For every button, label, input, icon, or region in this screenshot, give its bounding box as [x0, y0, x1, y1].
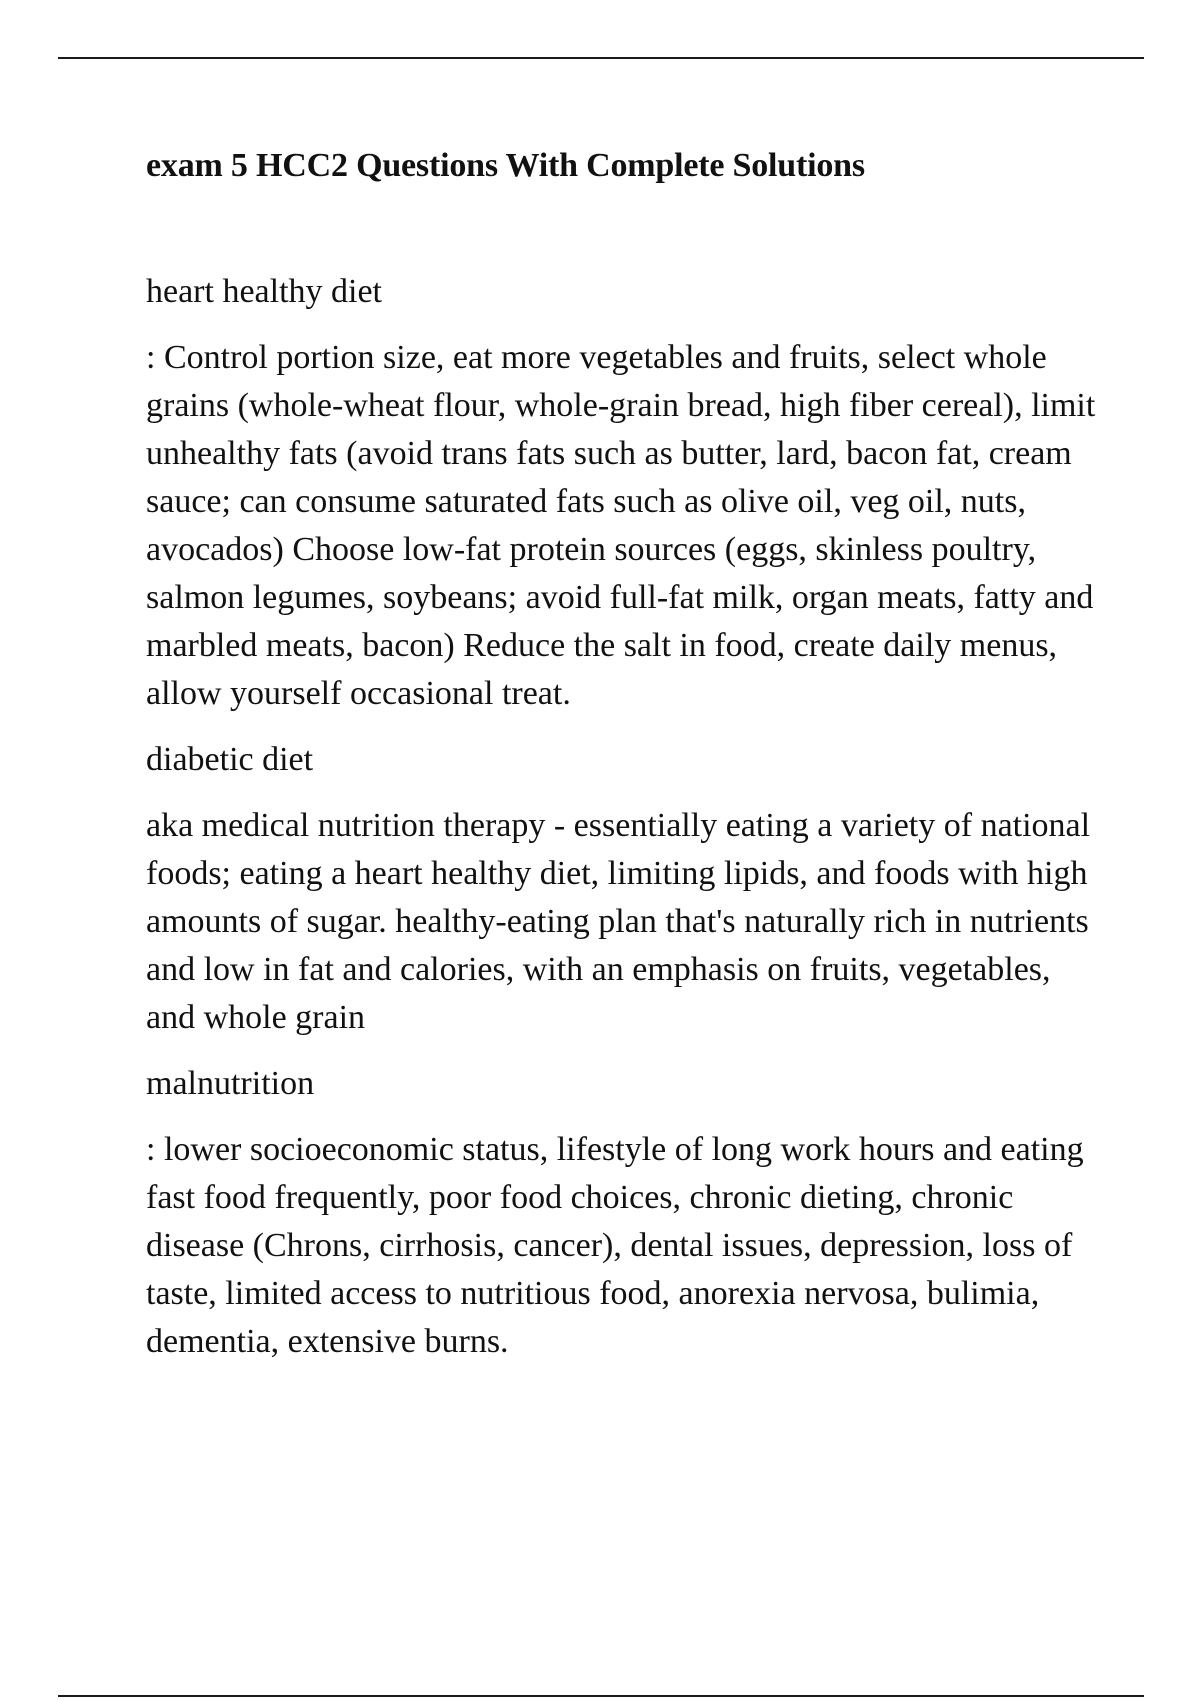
top-divider	[58, 57, 1144, 59]
qa-item-malnutrition	[146, 1060, 1106, 1366]
qa-item-diabetic-diet	[146, 736, 1106, 1042]
term-malnutrition: malnutrition	[146, 1065, 315, 1102]
document-title: exam 5 HCC2 Questions With Complete Solutions	[146, 147, 865, 184]
document-page	[146, 140, 1106, 1384]
definition-diabetic-diet: aka medical nutrition therapy - essentially eating a variety of national foods; eating a heart healthy diet, limiting lipids, and foods with high amounts of sugar. healthy-eating plan that's naturally rich in nutrients and low in fat and calories, with an emphasis on fruits, vegetables, and whole grain	[146, 807, 1091, 1036]
term-heart-healthy-diet: heart healthy diet	[146, 273, 383, 310]
bottom-divider	[58, 1695, 1144, 1697]
term-diabetic-diet: diabetic diet	[146, 741, 314, 778]
definition-malnutrition: : lower socioeconomic status, lifestyle of long work hours and eating fast food frequently, poor food choices, chronic dieting, chronic disease (Chrons, cirrhosis, cancer), dental issues, depression, loss of taste, limited access to nutritious food, anorexia nervosa, bulimia, dementia, extensive burns.	[146, 1131, 1084, 1360]
qa-item-heart-healthy-diet	[146, 268, 1106, 718]
definition-heart-healthy-diet: : Control portion size, eat more vegetables and fruits, select whole grains (whole-wheat flour, whole-grain bread, high fiber cereal), limit unhealthy fats (avoid trans fats such as butter, lard, bacon fat, cream sauce; can consume saturated fats such as olive oil, veg oil, nuts, avocados) Choose low-fat protein sources (eggs, skinless poultry, salmon legumes, soybeans; avoid full-fat milk, organ meats, fatty and marbled meats, bacon) Reduce the salt in food, create daily menus, allow yourself occasional treat.	[146, 339, 1096, 712]
